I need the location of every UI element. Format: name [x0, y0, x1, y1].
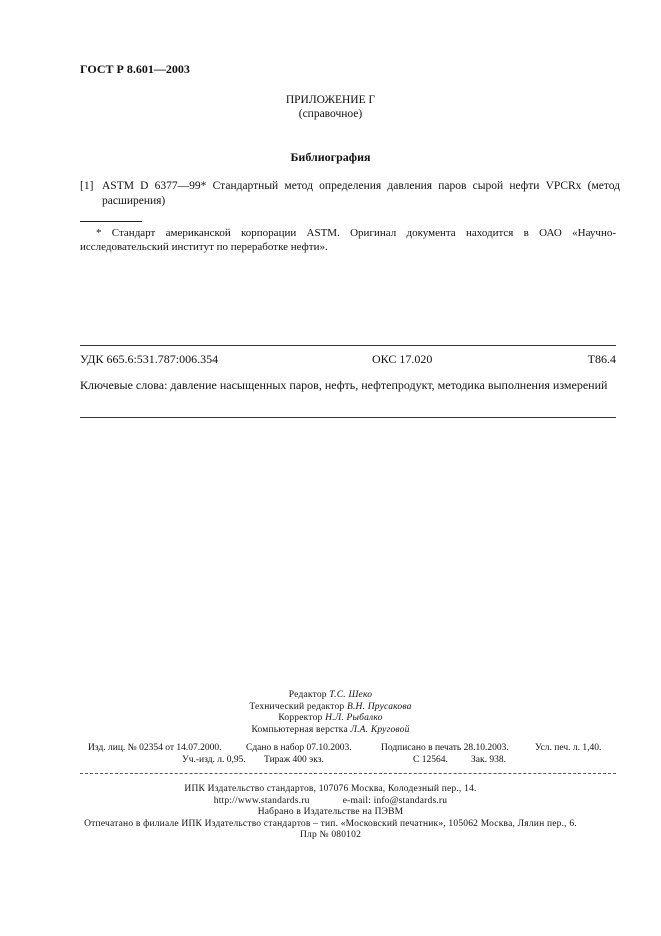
- print-sheets: Усл. печ. л. 1,40.: [535, 743, 602, 753]
- editor-name: Т.С. Шеко: [329, 690, 373, 700]
- edit-sheets: Уч.-изд. л. 0,95.: [182, 755, 246, 765]
- contacts-line: [0, 796, 661, 808]
- appendix-title: ПРИЛОЖЕНИЕ Г: [285, 94, 376, 106]
- printed-note: Отпечатано в филиале ИПК Издательство стандартов – тип. «Московский печатник», 105062 Москва, Лялин пер., 6.: [84, 818, 577, 829]
- oks-code: ОКС 17.020: [372, 352, 433, 366]
- tech-editor-name: В.Н. Прусакова: [346, 701, 412, 712]
- appendix-subtitle: (справочное): [298, 108, 363, 120]
- license: Изд. лиц. № 02354 от 14.07.2000.: [88, 743, 222, 753]
- credits-block: [0, 690, 661, 736]
- email-link[interactable]: e-mail: info@standards.ru: [342, 795, 448, 806]
- classification-bottom-rule: [80, 417, 616, 418]
- bibliography-item: [80, 179, 620, 209]
- classification-top-rule: [80, 345, 616, 346]
- keywords: Ключевые слова: давление насыщенных паров, нефть, нефтепродукт, методика выполнения измерений: [80, 378, 608, 392]
- footnote-divider: [80, 221, 142, 222]
- publication-divider: [80, 773, 616, 774]
- footnote: * Стандарт американской корпорации ASTM. Оригинал документа находится в ОАО «Научно-исследовательский институт по переработке нефти».: [80, 227, 616, 253]
- order-number: Зак. 938.: [471, 755, 506, 765]
- corrector-name: Н.Л. Рыбалко: [325, 713, 383, 723]
- publisher-address: ИПК Издательство стандартов, 107076 Москва, Колодезный пер., 14.: [184, 784, 477, 794]
- category-code: Т86.4: [587, 352, 616, 366]
- bibliography-item-number: [1]: [80, 180, 94, 192]
- print-date: Подписано в печать 28.10.2003.: [381, 743, 509, 753]
- credit-layout: Компьютерная верстка Л.А. Круговой: [251, 724, 410, 735]
- plr-number: Плр № 080102: [299, 830, 362, 840]
- bibliography-item-text: ASTM D 6377—99* Стандартный метод определения давления паров сырой нефти VPCRx (метод расширения): [102, 180, 620, 207]
- typeset-note: Набрано в Издательстве на ПЭВМ: [257, 807, 404, 817]
- set-date: Сдано в набор 07.10.2003.: [246, 743, 352, 753]
- bibliography-title: Библиография: [290, 150, 371, 164]
- standard-header: ГОСТ Р 8.601—2003: [80, 62, 190, 76]
- udk-code: УДК 665.6:531.787:006.354: [80, 352, 219, 366]
- imprint-block: [0, 784, 661, 842]
- website-link[interactable]: http://www.standards.ru: [213, 795, 310, 806]
- credit-editor: Редактор Т.С. Шеко: [288, 690, 373, 700]
- credit-corrector: Корректор Н.Л. Рыбалко: [278, 713, 383, 723]
- layout-name: Л.А. Круговой: [350, 724, 410, 735]
- appendix-heading: [0, 93, 661, 121]
- print-run: Тираж 400 экз.: [264, 755, 324, 765]
- c-number: С 12564.: [413, 755, 448, 765]
- credit-tech-editor: Технический редактор В.Н. Прусакова: [249, 701, 412, 712]
